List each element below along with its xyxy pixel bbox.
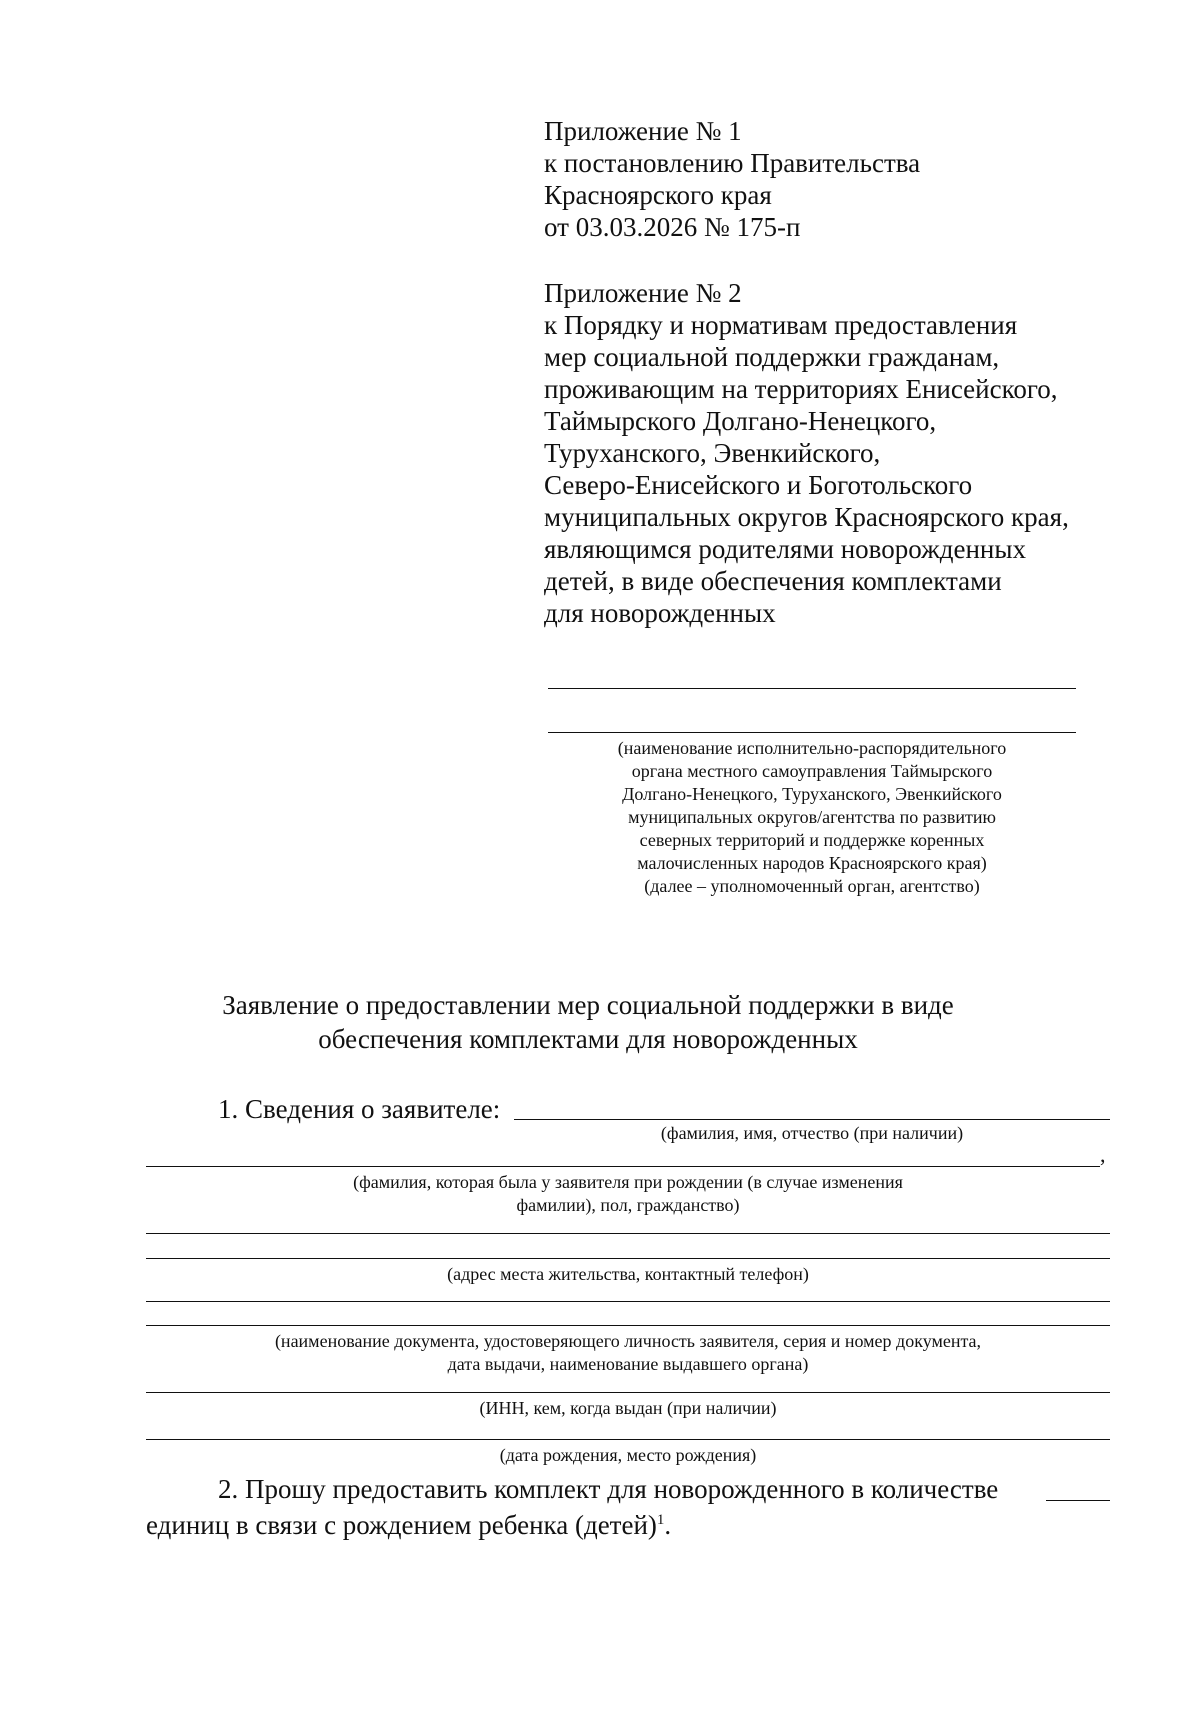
appendix-2-line: Таймырского Долгано-Ненецкого,	[544, 406, 937, 436]
birth-surname-caption-line-2: фамилии), пол, гражданство)	[516, 1195, 740, 1215]
appendix-2-line: Туруханского, Эвенкийского,	[544, 438, 881, 468]
fio-caption: (фамилия, имя, отчество (при наличии)	[660, 1123, 964, 1143]
appendix-2-line: являющимся родителями новорожденных	[544, 534, 1026, 564]
birth-surname-field[interactable]	[146, 1166, 1100, 1167]
application-title-line-2: обеспечения комплектами для новорожденных	[318, 1024, 858, 1054]
organ-caption-line: Долгано-Ненецкого, Туруханского, Эвенкийского	[622, 784, 1002, 804]
appendix-2-line: мер социальной поддержки гражданам,	[544, 342, 1000, 372]
document-caption-line-2: дата выдачи, наименование выдавшего органа)	[447, 1354, 809, 1374]
birth-surname-caption-line-1: (фамилия, которая была у заявителя при рождении (в случае изменения	[353, 1172, 903, 1192]
organ-name-line-2[interactable]	[548, 732, 1076, 733]
organ-caption-line: муниципальных округов/агентства по развитию	[628, 807, 996, 827]
application-title-line-1: Заявление о предоставлении мер социальной поддержки в виде	[222, 990, 954, 1020]
appendix-1-line-2: к постановлению Правительства	[544, 148, 921, 178]
section-2-line-2-text: единиц в связи с рождением ребенка (детей)	[146, 1510, 657, 1540]
document-field-line-2[interactable]	[146, 1325, 1110, 1326]
inn-field[interactable]	[146, 1392, 1110, 1393]
appendix-2-line: для новорожденных	[544, 598, 776, 628]
document-field-line-1[interactable]	[146, 1301, 1110, 1302]
appendix-2-line: детей, в виде обеспечения комплектами	[544, 566, 1002, 596]
organ-caption-line: (далее – уполномоченный орган, агентство)	[644, 876, 980, 896]
section-2-period: .	[664, 1510, 672, 1540]
organ-caption-line: (наименование исполнительно-распорядительного	[617, 738, 1007, 758]
appendix-1-line-3: Красноярского края	[544, 180, 772, 210]
address-caption: (адрес места жительства, контактный телефон)	[447, 1264, 809, 1284]
birth-date-place-caption: (дата рождения, место рождения)	[499, 1445, 757, 1465]
fio-field[interactable]	[514, 1119, 1110, 1120]
address-field-line-2[interactable]	[146, 1258, 1110, 1259]
organ-name-line-1[interactable]	[548, 688, 1076, 689]
document-caption-line-1: (наименование документа, удостоверяющего личность заявителя, серия и номер документа,	[274, 1331, 982, 1351]
organ-caption-line: органа местного самоуправления Таймырского	[631, 761, 993, 781]
inn-caption: (ИНН, кем, когда выдан (при наличии)	[479, 1398, 777, 1418]
appendix-2-title: Приложение № 2	[544, 278, 742, 308]
footnote-mark[interactable]: 1	[656, 1512, 665, 1528]
appendix-2-line: муниципальных округов Красноярского края,	[544, 502, 1069, 532]
appendix-1-date-number: от 03.03.2026 № 175-п	[544, 212, 801, 242]
organ-caption-line: малочисленных народов Красноярского края)	[637, 853, 987, 873]
organ-caption-line: северных территорий и поддержке коренных	[639, 830, 985, 850]
appendix-2-line: проживающим на территориях Енисейского,	[544, 374, 1058, 404]
address-field-line-1[interactable]	[146, 1233, 1110, 1234]
section-2-line-1: 2. Прошу предоставить комплект для новорожденного в количестве	[218, 1474, 999, 1504]
appendix-1-title: Приложение № 1	[544, 116, 742, 146]
appendix-2-line: к Порядку и нормативам предоставления	[544, 310, 1018, 340]
comma: ,	[1100, 1142, 1106, 1167]
quantity-field[interactable]	[1046, 1500, 1110, 1501]
birth-date-place-field[interactable]	[146, 1439, 1110, 1440]
section-2-line-2	[146, 1510, 671, 1540]
section-1-label: 1. Сведения о заявителе:	[218, 1094, 501, 1124]
appendix-2-line: Северо-Енисейского и Боготольского	[544, 470, 973, 500]
